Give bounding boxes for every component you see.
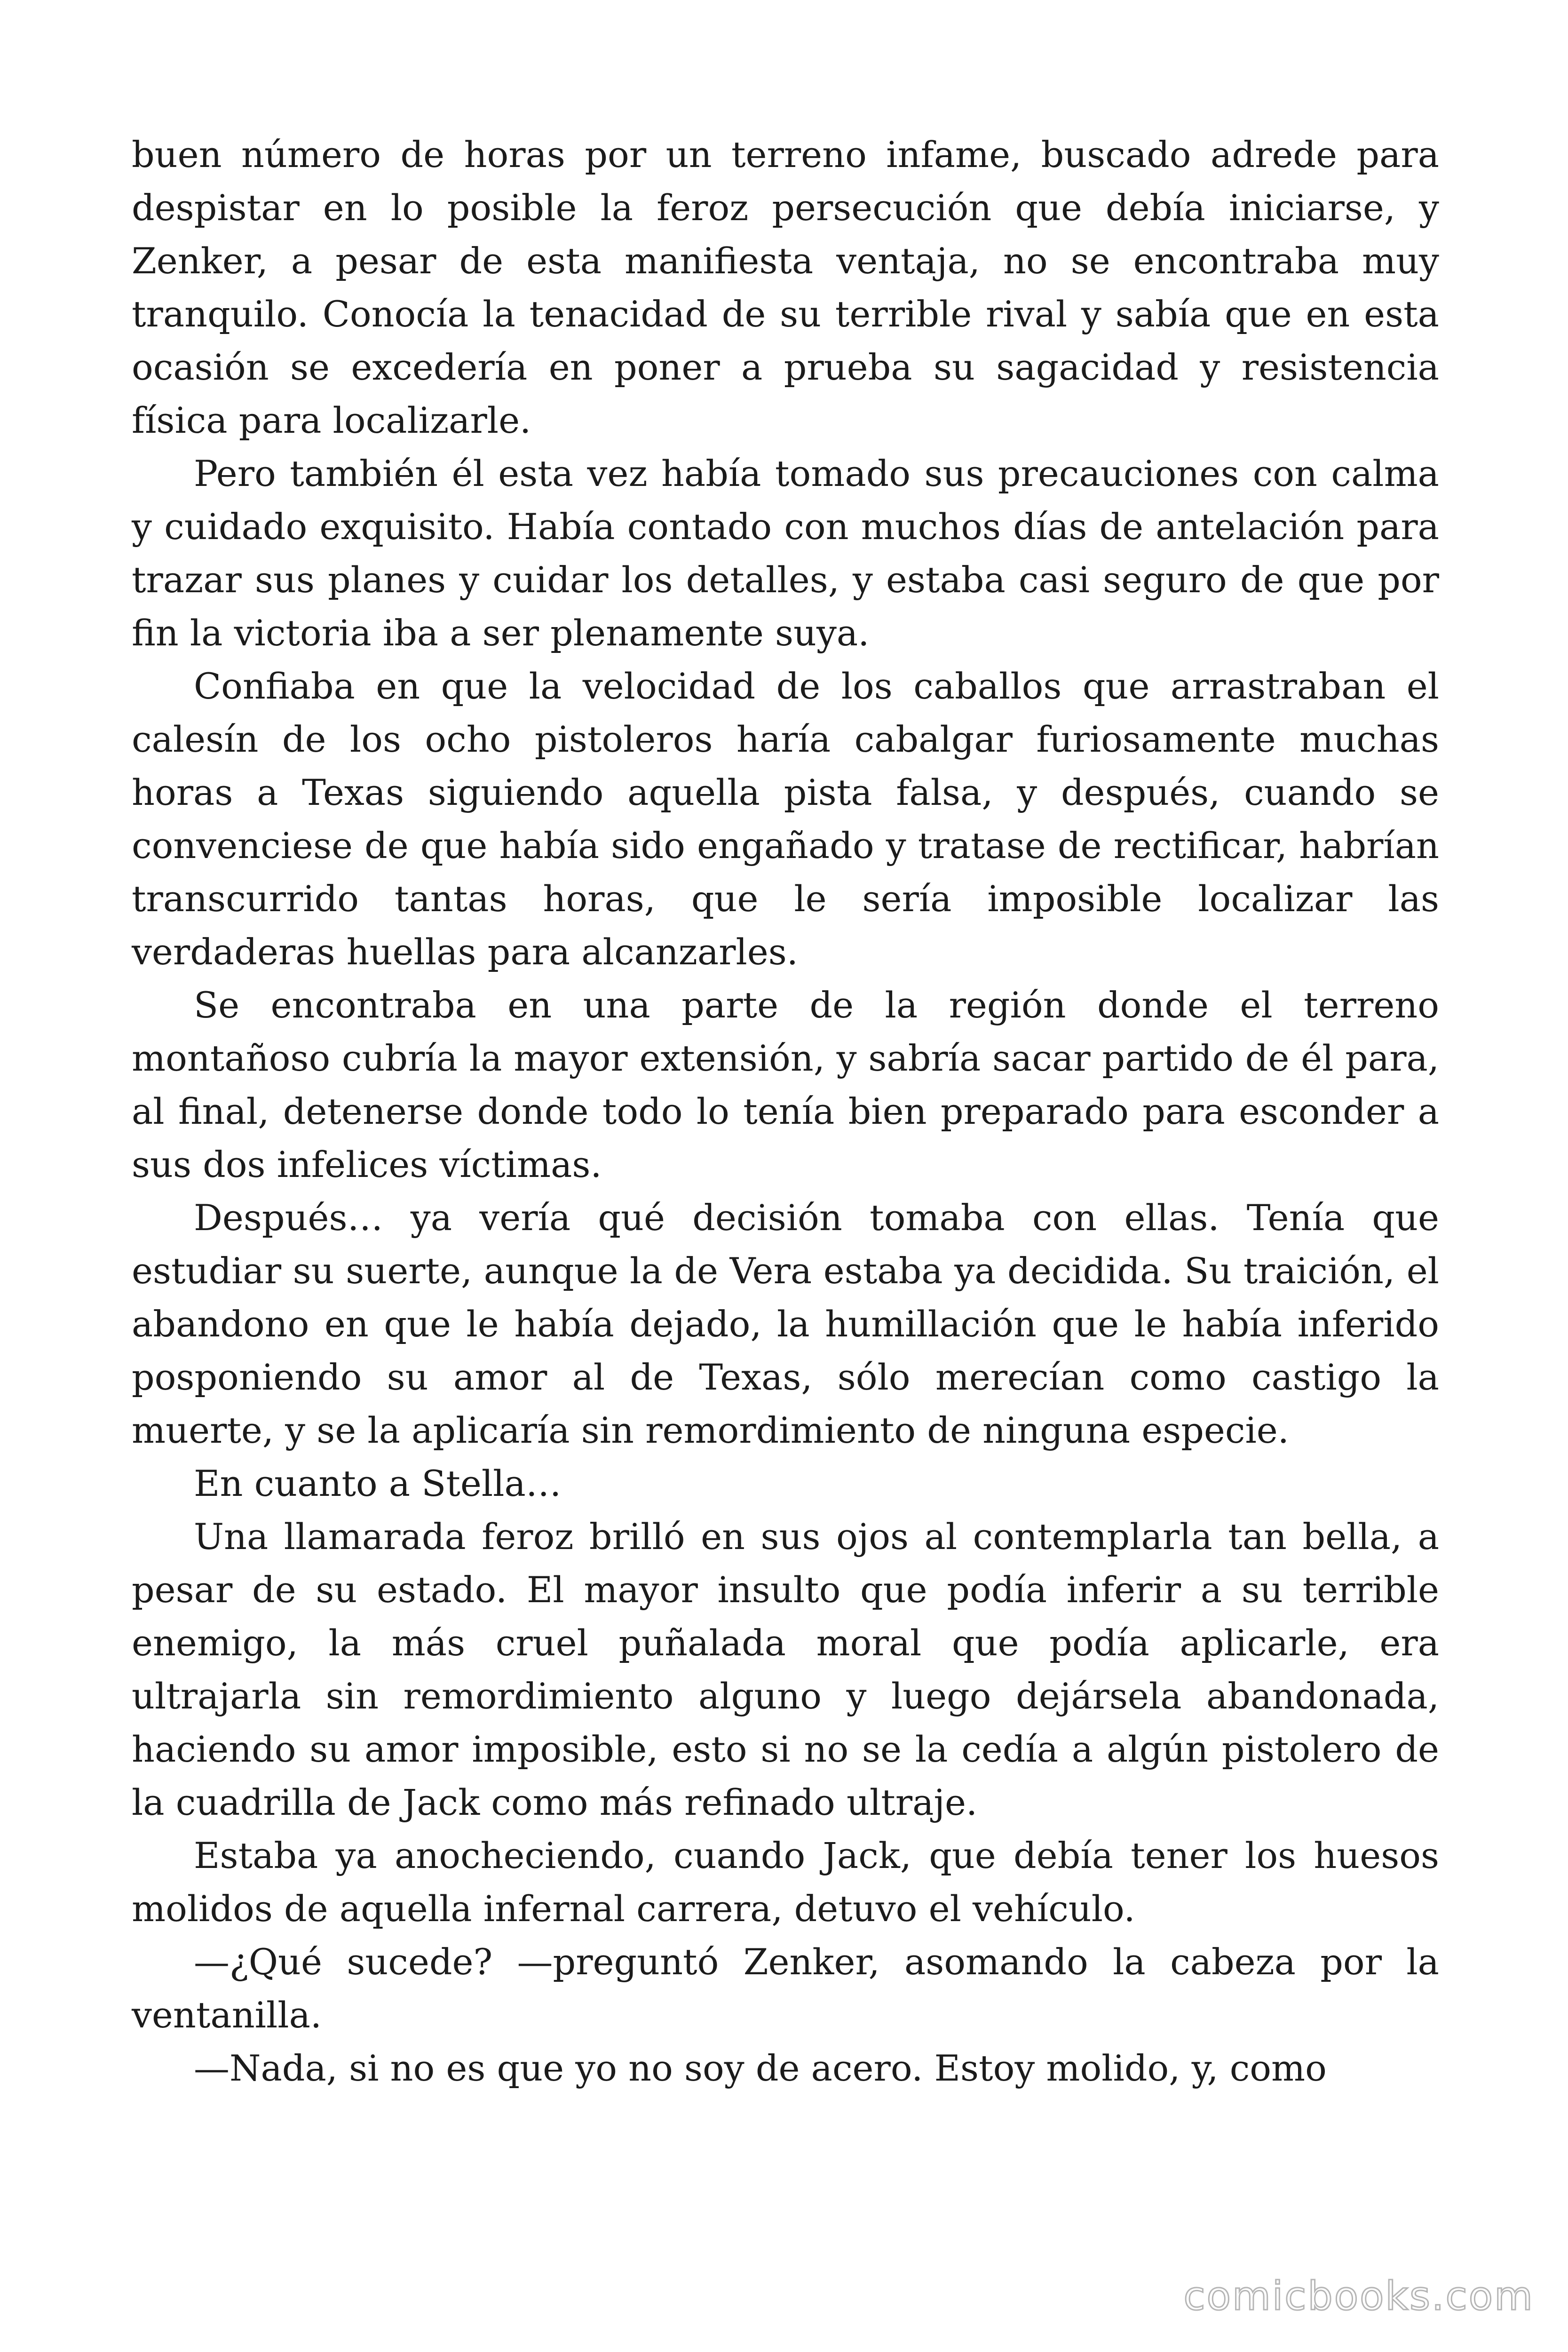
page-text [132,128,1439,2095]
paragraph: —¿Qué sucede? —preguntó Zenker, asomando la cabeza por la ventanilla. [132,1941,1439,2036]
watermark: comicbooks.com [1183,2273,1534,2319]
paragraph: Se encontraba en una parte de la región donde el terreno montañoso cubría la mayor extensión, y sabría sacar partido de él para, al final, detenerse donde todo lo tenía bien preparado para esconder a sus dos infelices víctimas. [132,984,1439,1185]
paragraph: Estaba ya anocheciendo, cuando Jack, que debía tener los huesos molidos de aquella infernal carrera, detuvo el vehículo. [132,1835,1439,1930]
paragraph: Una llamarada feroz brilló en sus ojos al contemplarla tan bella, a pesar de su estado. El mayor insulto que podía inferir a su terrible enemigo, la más cruel puñalada moral que podía aplicarle, era ultrajarla sin remordimiento alguno y luego dejársela abandonada, haciendo su amor imposible, esto si no se la cedía a algún pistolero de la cuadrilla de Jack como más refinado ultraje. [132,1516,1439,1823]
paragraph: En cuanto a Stella… [194,1462,562,1504]
paragraph: Pero también él esta vez había tomado sus precauciones con calma y cuidado exquisito. Había contado con muchos días de antelación para trazar sus planes y cuidar los detalles, y estaba casi seguro de que por fin la victoria iba a ser plenamente suya. [132,453,1439,654]
paragraph: Después… ya vería qué decisión tomaba con ellas. Tenía que estudiar su suerte, aunque la de Vera estaba ya decidida. Su traición, el abandono en que le había dejado, la humillación que le había inferido posponiendo su amor al de Texas, sólo merecían como castigo la muerte, y se la aplicaría sin remordimiento de ninguna especie. [132,1197,1439,1451]
paragraph: Confiaba en que la velocidad de los caballos que arrastraban el calesín de los ocho pistoleros haría cabalgar furiosamente muchas horas a Texas siguiendo aquella pista falsa, y después, cuando se convenciese de que había sido engañado y tratase de rectificar, habrían transcurrido tantas horas, que le sería imposible localizar las verdaderas huellas para alcanzarles. [132,665,1439,973]
paragraph: —Nada, si no es que yo no soy de acero. Estoy molido, y, como [194,2047,1327,2089]
paragraph: buen número de horas por un terreno infame, buscado adrede para despistar en lo posible la feroz persecución que debía iniciarse, y Zenker, a pesar de esta manifiesta ventaja, no se encontraba muy tranquilo. Conocía la tenacidad de su terrible rival y sabía que en esta ocasión se excedería en poner a prueba su sagacidad y resistencia física para localizarle. [132,134,1439,441]
